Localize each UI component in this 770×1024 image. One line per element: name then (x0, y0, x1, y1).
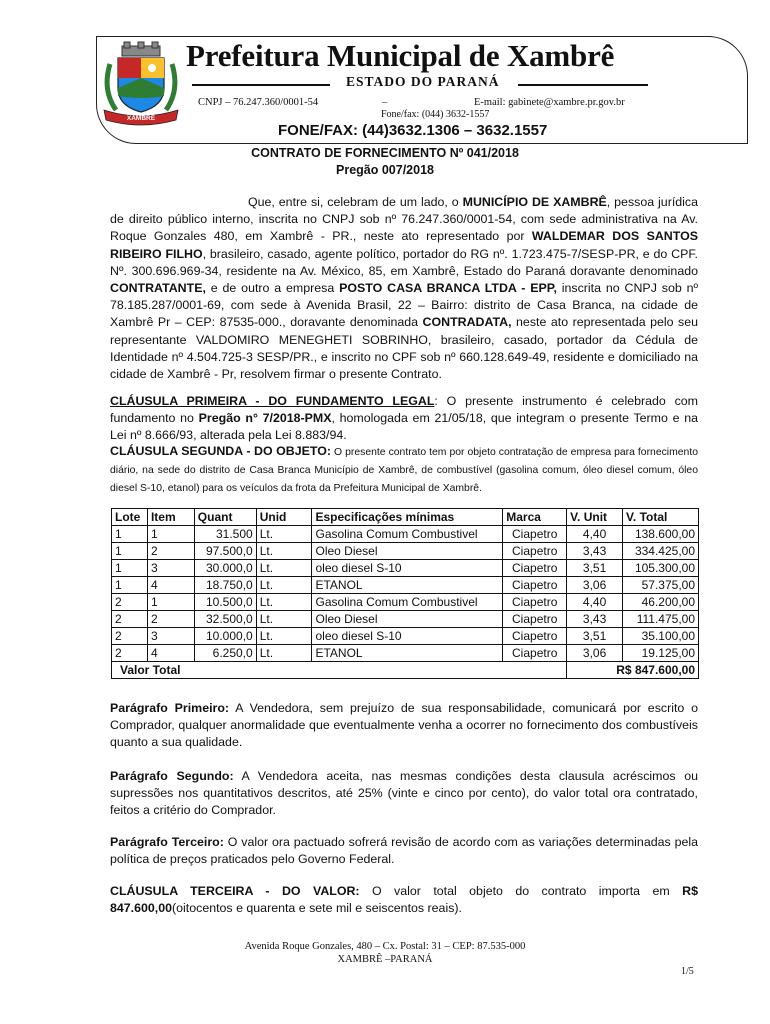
total-value: R$ 847.600,00 (567, 662, 699, 679)
footer-address: Avenida Roque Gonzales, 480 – Cx. Postal: 31 – CEP: 87.535-000 (244, 941, 526, 952)
state-name: ESTADO DO PARANÁ (346, 74, 500, 89)
table-row: 1 2 97.500,0 Lt. Oleo Diesel Ciapetro 3,43 334.425,00 (112, 543, 699, 560)
clause-third: CLÁUSULA TERCEIRA - DO VALOR: O valor total objeto do contrato importa em R$ 847.600,00(oitocentos e quarenta e sete mil e seiscentos reais). (110, 884, 698, 916)
divider-right (518, 84, 648, 86)
email-text: E-mail: gabinete@xambre.pr.gov.br (474, 97, 625, 108)
footer-city: XAMBRÊ –PARANÁ (337, 954, 433, 965)
table-row: 1 1 31.500 Lt. Gasolina Comum Combustivel Ciapetro 4,40 138.600,00 (112, 526, 699, 543)
table-row: 1 3 30.000,0 Lt. oleo diesel S-10 Ciapetro 3,51 105.300,00 (112, 560, 699, 577)
table-row: 1 4 18.750,0 Lt. ETANOL Ciapetro 3,06 57.375,00 (112, 577, 699, 594)
table-row: 2 2 32.500,0 Lt. Oleo Diesel Ciapetro 3,43 111.475,00 (112, 611, 699, 628)
fonefax-small: Fone/fax: (044) 3632-1557 (381, 109, 490, 120)
clause-second: CLÁUSULA SEGUNDA - DO OBJETO: O presente contrato tem por objeto contratação de empresa para fornecimento diário, na sede do distrito de Casa Branca Município de Xambrê, de combustível (gasolina comum, óleo diesel comum, óleo diesel S-10, etanol) para os veículos da frota da Prefeitura Municipal de Xambrê. (110, 444, 698, 495)
table-header-row: Lote Item Quant Unid Especificações mínimas Marca V. Unit V. Total (112, 509, 699, 526)
crest-banner-text: XAMBRÊ (126, 115, 156, 122)
divider-left (192, 84, 330, 86)
page-number: 1/5 (681, 966, 694, 977)
intro-paragraph: Que, entre si, celebram de um lado, o MUNICÍPIO DE XAMBRÊ, pessoa jurídica de direito público interno, inscrita no CNPJ sob nº 76.247.360/0001-54, com sede administrativa na Av. Roque Gonzales 480, em Xambrê - PR., neste ato representado por WALDEMAR DOS SANTOS RIBEIRO FILHO, brasileiro, casado, agente político, portador do RG nº. 1.723.475-7/SESP-PR, e do CPF. Nº. 300.696.969-34, residente na Av. México, 85, em Xambrê, Estado do Paraná doravante denominado CONTRATANTE, e de outro a empresa POSTO CASA BRANCA LTDA - EPP, inscrita no CNPJ sob nº 78.185.287/0001-69, com sede à Avenida Brasil, 22 – Bairro: distrito de Casa Branca, na cidade de Xambrê Pr – CEP: 87535-000., doravante denominada CONTRADATA, neste ato representada pelo seu representante VALDOMIRO MENEGHETI SOBRINHO, brasileiro, casado, portador da Cédula de Identidade nº 4.504.725-3 SESP/PR., e inscrito no CPF sob nº 660.128.649-49, residente e domiciliado na cidade de Xambrê - Pr, resolvem firmar o presente Contrato. (110, 195, 699, 382)
table-row: 2 3 10.000,0 Lt. oleo diesel S-10 Ciapetro 3,51 35.100,00 (112, 628, 699, 645)
fonefax-large: FONE/FAX: (44)3632.1306 – 3632.1557 (278, 122, 548, 139)
contract-title: CONTRATO DE FORNECIMENTO Nº 041/2018 (251, 146, 519, 160)
table-row: 2 4 6.250,0 Lt. ETANOL Ciapetro 3,06 19.125,00 (112, 645, 699, 662)
header-separator: – (382, 97, 388, 108)
municipal-crest-logo (100, 40, 182, 126)
clause-first: CLÁUSULA PRIMEIRA - DO FUNDAMENTO LEGAL: O presente instrumento é celebrado com fundamento no Pregão n° 7/2018-PMX, homologada em 21/05/18, que integram o presente Termo e na Lei nº 8.666/93, alterada pela Lei 8.883/94. (110, 394, 698, 443)
cnpj-text: CNPJ – 76.247.360/0001-54 (198, 97, 319, 108)
table-row: 2 1 10.500,0 Lt. Gasolina Comum Combustivel Ciapetro 4,40 46.200,00 (112, 594, 699, 611)
table-total-row (112, 662, 699, 679)
paragraph-second: Parágrafo Segundo: A Vendedora aceita, nas mesmas condições desta clausula acréscimos ou supressões nos quantitativos descritos, até 25% (vinte e cinco por cento), do valor total ora contratado, feitos a critério do Comprador. (110, 769, 698, 818)
contract-subtitle: Pregão 007/2018 (336, 163, 434, 177)
items-table (111, 508, 699, 679)
page-title: Prefeitura Municipal de Xambrê (186, 38, 615, 73)
paragraph-third: Parágrafo Terceiro: O valor ora pactuado sofrerá revisão de acordo com as variações determinadas pela política de preços praticados pelo Governo Federal. (110, 835, 699, 867)
total-label: Valor Total (112, 662, 567, 679)
paragraph-first: Parágrafo Primeiro: A Vendedora, sem prejuízo de sua responsabilidade, comunicará por escrito o Comprador, qualquer anormalidade que eventualmente venha a ocorrer no fornecimento dos combustíveis quanto a sua qualidade. (110, 701, 698, 750)
